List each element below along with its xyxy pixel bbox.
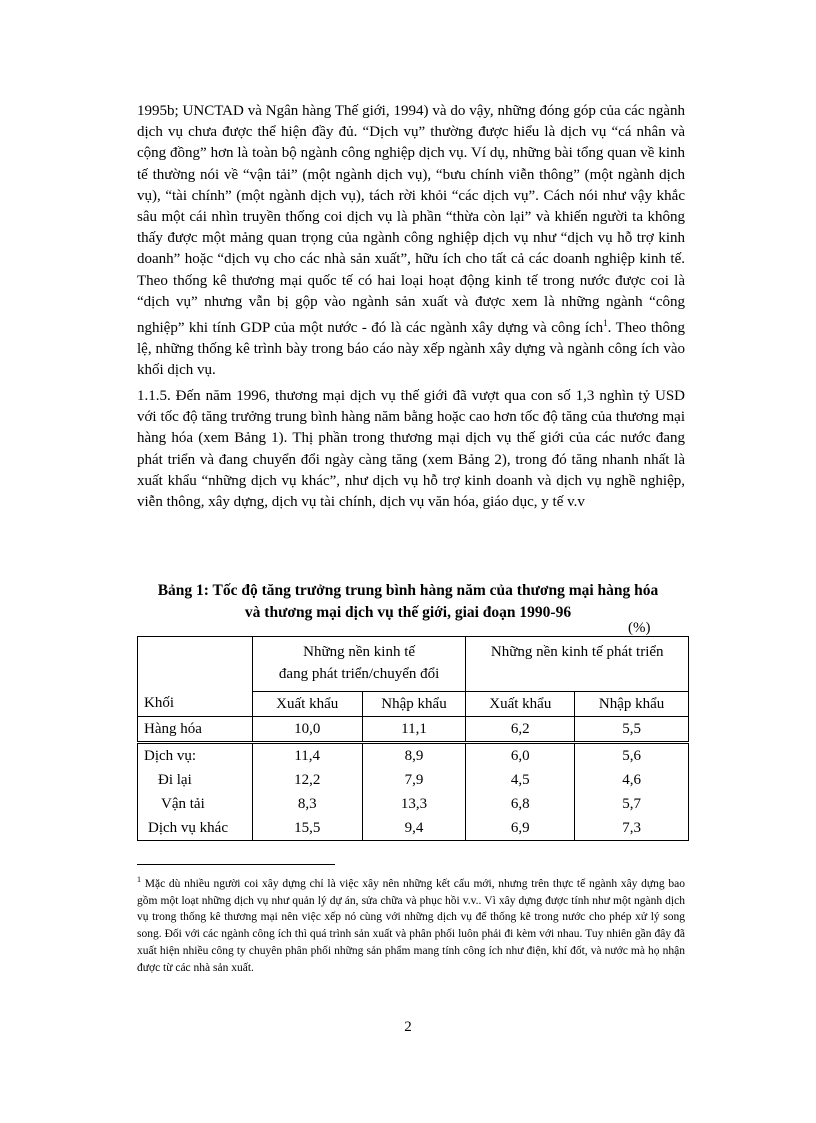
developing-economies-header [252, 637, 466, 692]
column-header-import-developed: Nhập khẩu [575, 692, 689, 717]
table-corner-cell [138, 637, 253, 692]
table-cell: 7,3 [575, 816, 689, 841]
footnote-number: 1 [137, 875, 141, 884]
table-column-header-row [138, 692, 689, 717]
table-cell: 5,5 [575, 717, 689, 743]
row-label: Dịch vụ khác [138, 816, 253, 841]
table-cell: 8,3 [252, 792, 362, 816]
footnote-text: Mặc dù nhiều người coi xây dựng chỉ là việc xây nên những kết cấu mới, nhưng trên thực tế ngành xây dựng bao gồm một loạt những dịch vụ như quản lý dự án, sửa chữa và phục hồi v.v.. Vì xây dựng được tính như một ngành dịch vụ trong thống kê thương mại nên việc xếp nó cùng với những dịch vụ để thống kê trong nước cho phép xử lý song song. Đối với các ngành công ích thì quá trình sản xuất và phân phối luôn phải đi kèm với nhau. Tuy nhiên gần đây đã xuất hiện nhiều công ty chuyên phân phối những sản phẩm mang tính công ích như điện, khí đốt, và nước mà họ nhận được từ các nhà sản xuất. [137, 877, 686, 974]
table-cell: 5,7 [575, 792, 689, 816]
body-paragraph-1 [137, 101, 685, 382]
table-row [138, 768, 689, 792]
row-label: Đi lại [138, 768, 253, 792]
table-cell: 8,9 [362, 743, 466, 769]
growth-table [137, 636, 689, 841]
footnote-reference: 1 [603, 318, 608, 329]
table-caption-line-1: Bảng 1: Tốc độ tăng trưởng trung bình hàng năm của thương mại hàng hóa [157, 582, 659, 599]
table-cell: 11,4 [252, 743, 362, 769]
table-cell: 6,8 [466, 792, 575, 816]
table-cell: 4,5 [466, 768, 575, 792]
column-header-export-developing: Xuất khẩu [252, 692, 362, 717]
table-caption-line-2: và thương mại dịch vụ thế giới, giai đoạn 1990-96 [244, 604, 572, 621]
column-header-block: Khối [138, 692, 253, 717]
body-paragraph-2: 1.1.5. Đến năm 1996, thương mại dịch vụ thế giới đã vượt qua con số 1,3 nghìn tỷ USD với tốc độ tăng trưởng trung bình hàng năm bằng hoặc cao hơn tốc độ tăng của thương mại hàng hóa (xem Bảng 1). Thị phần trong thương mại dịch vụ thế giới của các nước đang phát triển và đang chuyển đổi ngày càng tăng (xem Bảng 2), trong đó tăng nhanh nhất là xuất khẩu “những dịch vụ khác”, như dịch vụ hỗ trợ kinh doanh và dịch vụ nghề nghiệp, viễn thông, xây dựng, dịch vụ tài chính, dịch vụ văn hóa, giáo dục, y tế v.v [137, 388, 685, 511]
table-cell: 10,0 [252, 717, 362, 743]
table-row [138, 792, 689, 816]
footnote-separator [137, 864, 335, 865]
developed-economies-header: Những nền kinh tế phát triển [466, 637, 689, 692]
table-cell: 5,6 [575, 743, 689, 769]
table-cell: 9,4 [362, 816, 466, 841]
row-label: Dịch vụ: [138, 743, 253, 769]
column-header-export-developed: Xuất khẩu [466, 692, 575, 717]
table-cell: 13,3 [362, 792, 466, 816]
paragraph-1-tail: . Theo thông lệ, những thống kê trình bày trong báo cáo này xếp ngành xây dựng và ngành công ích vào khối dịch vụ. [137, 320, 686, 379]
table-caption [120, 580, 696, 624]
table-cell: 4,6 [575, 768, 689, 792]
row-label: Hàng hóa [138, 717, 253, 743]
table-group-header-row [138, 637, 689, 692]
column-header-import-developing: Nhập khẩu [362, 692, 466, 717]
table-cell: 12,2 [252, 768, 362, 792]
developing-header-line-1: Những nền kinh tế [303, 644, 416, 660]
footnote [137, 872, 685, 977]
page-number: 2 [404, 1019, 412, 1035]
table-cell: 6,2 [466, 717, 575, 743]
paragraph-1-text: 1995b; UNCTAD và Ngân hàng Thế giới, 1994) và do vậy, những đóng góp của các ngành dịch vụ chưa được thể hiện đầy đủ. “Dịch vụ” thường được hiểu là dịch vụ “cá nhân và cộng đồng” hơn là toàn bộ ngành công nghiệp dịch vụ. Ví dụ, những bài tổng quan về kinh tế thường nói về “vận tải” (một ngành dịch vụ), “bưu chính viễn thông” (một ngành dịch vụ), “tài chính” (một ngành dịch vụ), tách rời khỏi “các dịch vụ”. Cách nói như vậy khắc sâu một cái nhìn truyền thống coi dịch vụ là phần “thừa còn lại” và khiến người ta không thấy được một mảng quan trọng của ngành công nghiệp dịch vụ như “dịch vụ hỗ trợ kinh doanh” hoặc “dịch vụ cho các nhà sản xuất”, hữu ích cho tất cả các doanh nghiệp kinh tế. Theo thống kê thương mại quốc tế có hai loại hoạt động kinh tế trong nước được coi là “dịch vụ” nhưng vẫn bị gộp vào ngành sản xuất và được xem là những ngành “công nghiệp” khi tính GDP của một nước - đó là các ngành xây dựng và công ích [137, 103, 685, 337]
table-unit: (%) [628, 620, 651, 636]
table-row [138, 816, 689, 841]
table-cell: 6,9 [466, 816, 575, 841]
row-label: Vận tải [138, 792, 253, 816]
table-row [138, 743, 689, 769]
table-cell: 6,0 [466, 743, 575, 769]
table-cell: 15,5 [252, 816, 362, 841]
developing-header-line-2: đang phát triển/chuyển đổi [278, 666, 440, 682]
table-cell: 7,9 [362, 768, 466, 792]
table-cell: 11,1 [362, 717, 466, 743]
table-row [138, 717, 689, 743]
